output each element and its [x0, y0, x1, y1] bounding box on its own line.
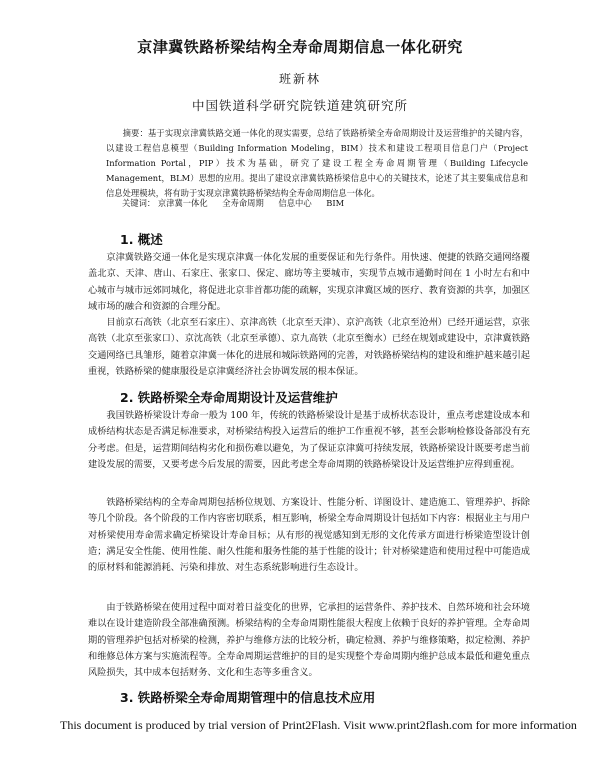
- affiliation: 中国铁道科学研究院铁道建筑研究所: [191, 98, 408, 113]
- abstract-label: 摘要：: [122, 128, 148, 138]
- keyword: 京津冀一体化: [157, 198, 208, 208]
- section-heading: 2. 铁路桥梁全寿命周期设计及运营维护: [120, 390, 338, 405]
- keyword: 信息中心: [278, 198, 312, 208]
- author-name: 班新林: [278, 72, 321, 86]
- keywords-label: 关键词：: [122, 198, 156, 208]
- paragraph: 我国铁路桥梁设计寿命一般为 100 年，传统的铁路桥梁设计是基于成桥状态设计，重点考虑建设成本和成桥结构状态是否满足标准要求，对桥梁结构投入运营后的维护工作重视不够，甚至会影响检修设备部没有充分考虑。但是，运营期间结构劣化和损伤难以避免，为了保证京津冀可持续发展，铁路桥梁设计既要考虑当前建设发展的需要，又要考虑今后发展的需要，因此考虑全寿命周期的铁路桥梁设计及运营维护应得到重视。: [88, 410, 530, 470]
- keyword: 全寿命周期: [222, 198, 264, 208]
- trial-watermark-footer: This document is produced by trial version of Print2Flash. Visit www.print2flash.com for more information: [60, 718, 577, 732]
- abstract-text: 基于实现京津冀铁路交通一体化的现实需要，总结了铁路桥梁全寿命周期设计及运营维护的关键内容，以建设工程信息模型（Building Information Modeling，BIM）技术和建设工程项目信息门户（Project Information Portal，PIP）技术为基础，研究了建设工程全寿命周期管理（Building Lifecycle Management，BLM）思想的应用。提出了建设京津冀铁路桥梁信息中心的关键技术，论述了其主要集成信息和信息处理模块，将有助于实现京津冀铁路桥梁结构全寿命周期信息一体化。: [106, 128, 528, 198]
- paragraph: 京津冀铁路交通一体化是实现京津冀一体化发展的重要保证和先行条件。用快速、便捷的铁路交通网络覆盖北京、天津、唐山、石家庄、张家口、保定、廊坊等主要城市，实现节点城市通勤时间在 1 小时左右和中心城市与城市远郊同城化，将促进北京非首都功能的疏解，实现京津冀区域的医疗、教育资源的共享，加强区域市场的融合和资源的合理分配。: [88, 252, 530, 312]
- paragraph: 目前京石高铁（北京至石家庄）、京津高铁（北京至天津）、京沪高铁（北京至沧州）已经开通运营，京张高铁（北京至张家口）、京沈高铁（北京至承德）、京九高铁（北京至衡水）已经在规划或建设中，京津冀铁路交通网络已具雏形，随着京津冀一体化的进展和城际铁路网的完善，对铁路桥梁结构的建设和维护越来越引起重视，铁路桥梁的健康服役是京津冀经济社会协调发展的根本保证。: [88, 317, 530, 377]
- section-heading: 1. 概述: [120, 232, 163, 247]
- keyword: BIM: [326, 198, 345, 208]
- paragraph: 由于铁路桥梁在使用过程中面对着日益变化的世界，它承担的运营条件、养护技术、自然环境和社会环境难以在设计建造阶段全部准确预测。桥梁结构的全寿命周期性能很大程度上依赖于良好的养护管理。全寿命周期的管理养护包括对桥梁的检测，养护与维修方法的比较分析，确定检测、养护与维修策略，拟定检测、养护和维修总体方案与实施流程等。全寿命周期运营维护的目的是实现整个寿命周期内维护总成本最低和避免重点风险损失，其中成本包括财务、文化和生态等多重含义。: [88, 602, 530, 679]
- abstract: [106, 126, 528, 201]
- section-heading: 3. 铁路桥梁全寿命周期管理中的信息技术应用: [120, 690, 376, 705]
- paper-title: 京津冀铁路桥梁结构全寿命周期信息一体化研究: [137, 38, 463, 56]
- paragraph: 铁路桥梁结构的全寿命周期包括桥位规划、方案设计、性能分析、详图设计、建造施工、管理养护、拆除等几个阶段。各个阶段的工作内容密切联系，相互影响，桥梁全寿命周期设计包括如下内容：根据业主与用户对桥梁使用寿命需求确定桥梁设计寿命目标；从有形的视觉感知到无形的文化传承方面进行桥梁造型设计创造；满足安全性能、使用性能、耐久性能和服务性能的基于性能的设计；针对桥梁建造和使用过程中可能造成的原材料和能源消耗、污染和排放、对生态系统影响进行生态设计。: [88, 497, 530, 574]
- keywords: [122, 196, 522, 211]
